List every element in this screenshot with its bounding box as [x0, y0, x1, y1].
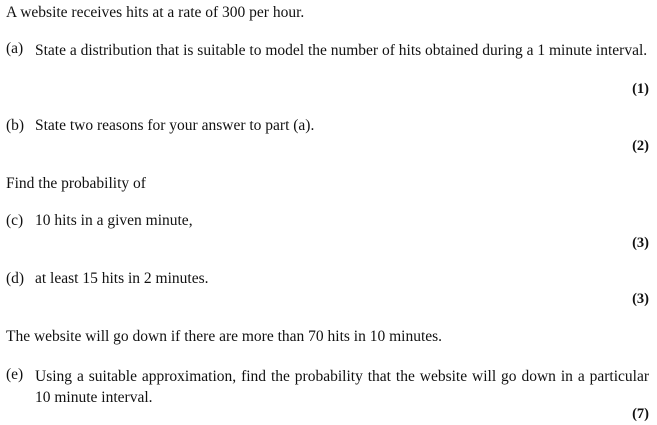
- part-e-text: Using a suitable approximation, find the probability that the website will go down in a particular 10 minute interval.: [35, 368, 649, 406]
- part-d: [6, 270, 649, 290]
- question-intro: A website receives hits at a rate of 300 per hour.: [6, 4, 305, 21]
- part-a-marks: (1): [632, 81, 649, 97]
- part-d-text: at least 15 hits in 2 minutes.: [35, 270, 209, 287]
- part-b-label: (b): [6, 117, 25, 134]
- part-c-text: 10 hits in a given minute,: [35, 212, 193, 229]
- part-e: [6, 366, 649, 410]
- part-b-text: State two reasons for your answer to part (a).: [35, 117, 315, 134]
- part-c: [6, 212, 649, 232]
- part-d-label: (d): [6, 270, 25, 287]
- find-probability-prompt: Find the probability of: [6, 175, 146, 192]
- part-a: [6, 40, 649, 84]
- part-b: [6, 117, 649, 137]
- part-b-marks: (2): [632, 138, 649, 154]
- part-a-label: (a): [6, 40, 24, 57]
- part-d-marks: (3): [632, 291, 649, 307]
- part-c-label: (c): [6, 212, 24, 229]
- part-c-marks: (3): [632, 235, 649, 251]
- website-down-condition: The website will go down if there are more than 70 hits in 10 minutes.: [6, 328, 443, 345]
- part-a-text: State a distribution that is suitable to model the number of hits obtained during a 1 minute interval.: [35, 42, 648, 59]
- part-e-label: (e): [6, 366, 24, 383]
- part-e-marks: (7): [632, 406, 649, 422]
